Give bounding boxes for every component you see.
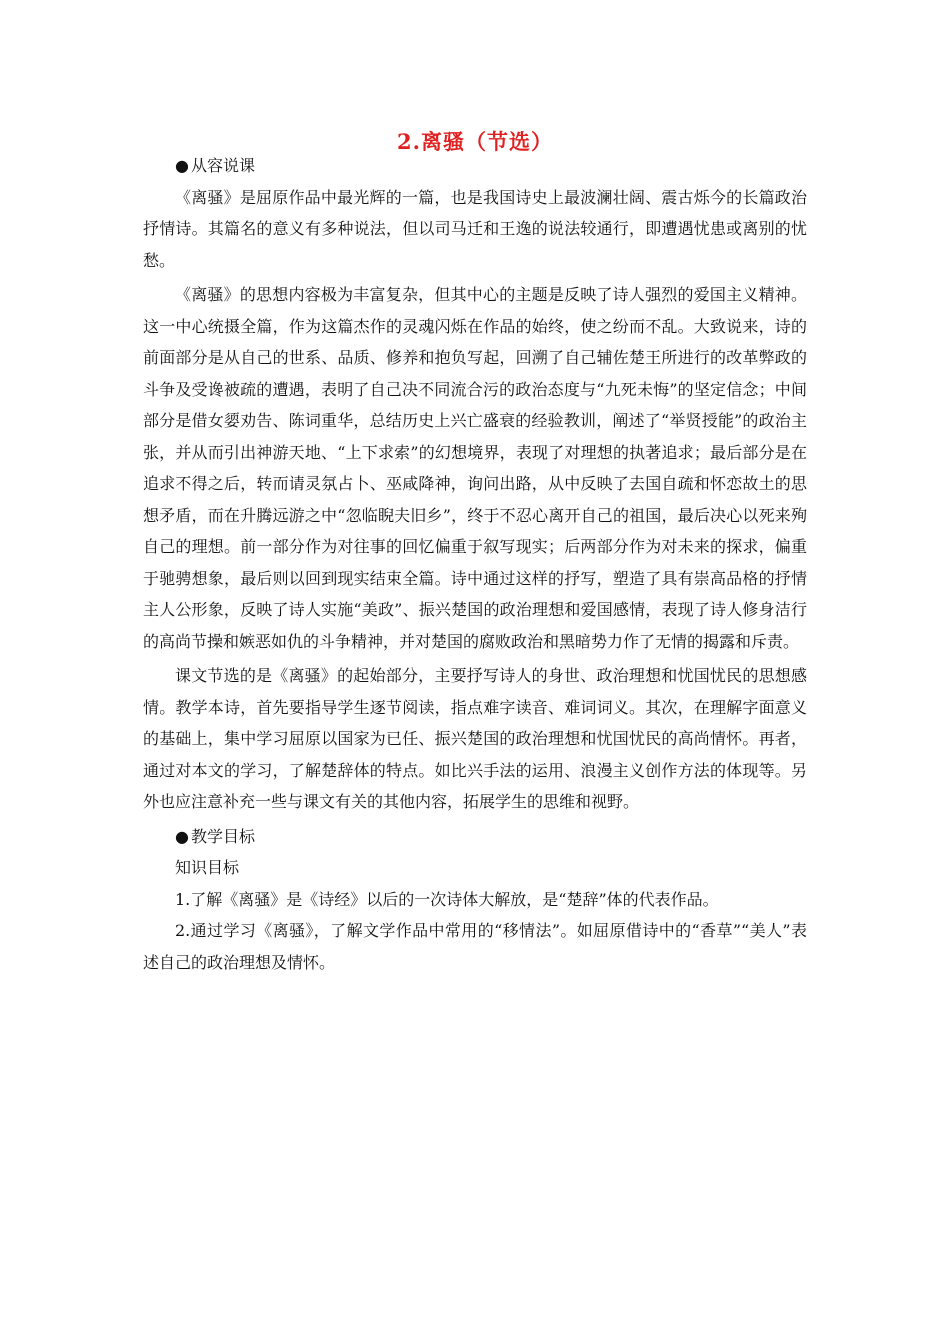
section-heading-label: 教学目标 (190, 826, 255, 846)
list-item: 2.通过学习《离骚》，了解文学作品中常用的“移情法”。如屈原借诗中的“香草”“美人”表述自己的政治理想及情怀。 (143, 921, 807, 972)
document-body (143, 150, 807, 978)
paragraph: 课文节选的是《离骚》的起始部分，主要抒写诗人的身世、政治理想和忧国忧民的思想感情。教学本诗，首先要指导学生逐节阅读，指点难字读音、难词词义。其次，在理解字面意义的基础上，集中学习屈原以国家为已任、振兴楚国的政治理想和忧国忧民的高尚情怀。再者，通过对本文的学习，了解楚辞体的特点。如比兴手法的运用、浪漫主义创作方法的体现等。另外也应注意补充一些与课文有关的其他内容，拓展学生的思维和视野。 (143, 666, 807, 811)
paragraph: 《离骚》是屈原作品中最光辉的一篇，也是我国诗史上最波澜壮阔、震古烁今的长篇政治抒情诗。其篇名的意义有多种说法，但以司马迁和王逸的说法较通行，即遭遇忧患或离别的忧愁。 (143, 187, 807, 270)
section-heading-label: 从容说课 (190, 156, 255, 175)
paragraph: 《离骚》的思想内容极为丰富复杂，但其中心的主题是反映了诗人强烈的爱国主义精神。这一中心统摄全篇，作为这篇杰作的灵魂闪烁在作品的始终，使之纷而不乱。大致说来，诗的前面部分是从自己的世系、品质、修养和抱负写起，回溯了自己辅佐楚王所进行的改革弊政的斗争及受谗被疏的遭遇，表明了自己决不同流合污的政治态度与“九死未悔”的坚定信念；中间部分是借女媭劝告、陈词重华，总结历史上兴亡盛衰的经验教训，阐述了“举贤授能”的政治主张，并从而引出神游天地、“上下求索”的幻想境界，表现了对理想的执著追求；最后部分是在追求不得之后，转而请灵氛占卜、巫咸降神，询问出路，从中反映了去国自疏和怀恋故土的思想矛盾，而在升腾远游之中“忽临睨夫旧乡”，终于不忍心离开自己的祖国，最后决心以死来殉自己的理想。前一部分作为对往事的回忆偏重于叙写现实；后两部分作为对未来的探求，偏重于驰骋想象，最后则以回到现实结束全篇。诗中通过这样的抒写，塑造了具有崇高品格的抒情主人公形象，反映了诗人实施“美政”、振兴楚国的政治理想和爱国感情，表现了诗人修身洁行的高尚节操和嫉恶如仇的斗争精神，并对楚国的腐败政治和黑暗势力作了无情的揭露和斥责。 (143, 285, 807, 651)
section-heading-mubiao (143, 821, 807, 853)
bullet-icon: ● (175, 826, 189, 846)
document-title: 2.离骚（节选） (397, 129, 553, 154)
bullet-icon: ● (175, 156, 189, 175)
subheading-zhishi: 知识目标 (175, 858, 240, 877)
list-item: 1.了解《离骚》是《诗经》以后的一次诗体大解放，是“楚辞”体的代表作品。 (175, 889, 719, 909)
section-heading-shuoke (143, 150, 807, 182)
